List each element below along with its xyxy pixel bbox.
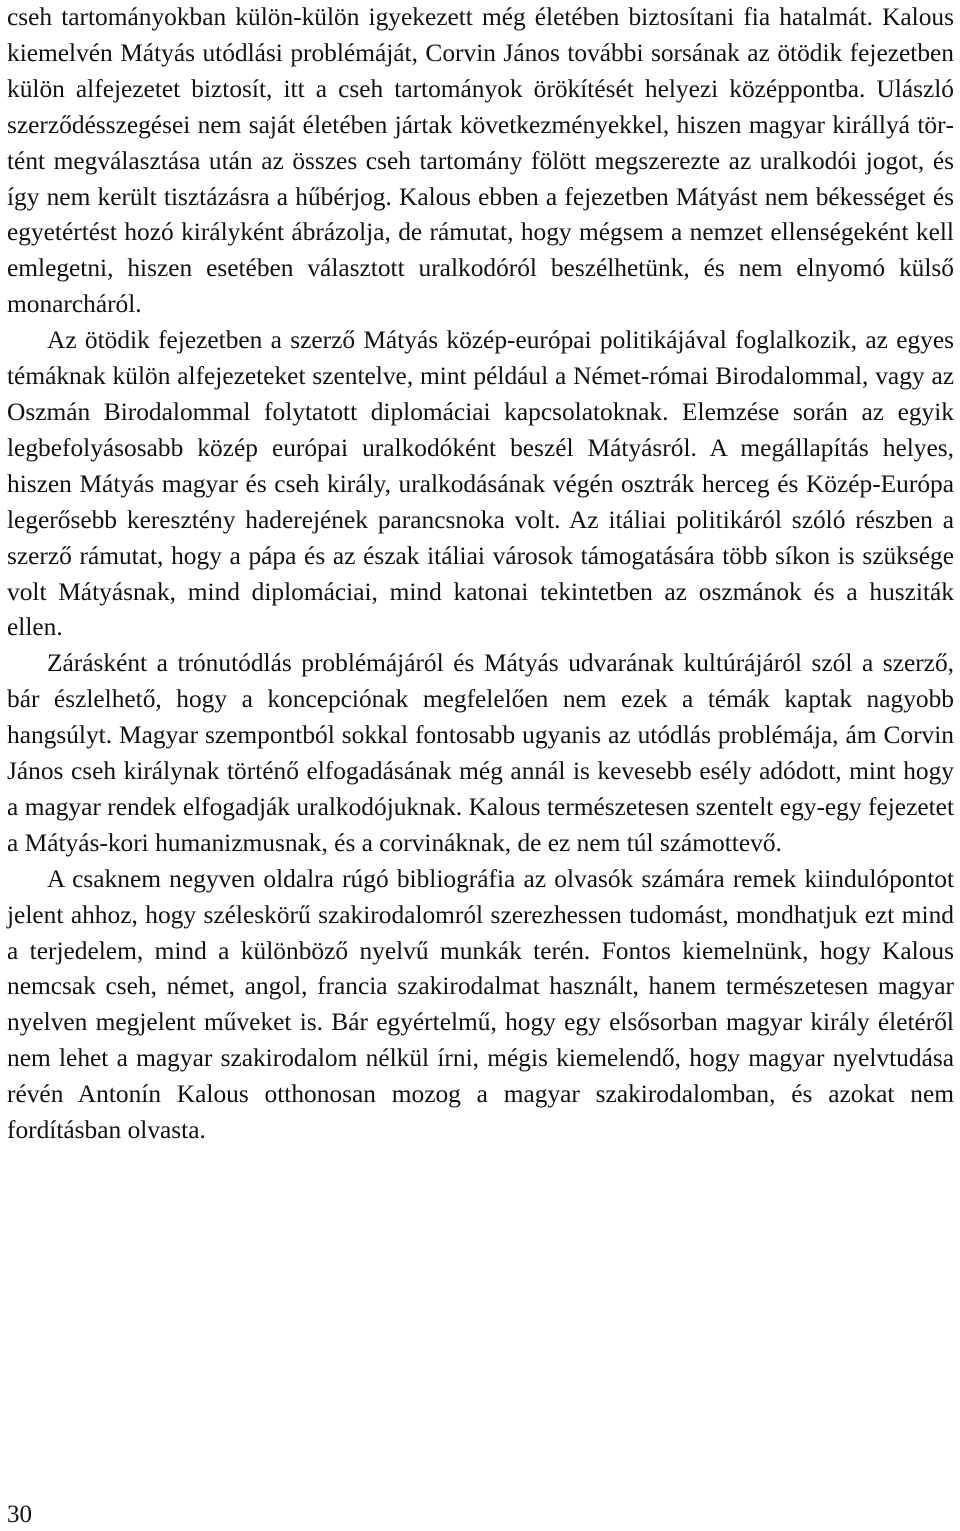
paragraph-continuation: cseh tartományokban külön-külön igyekezett még életében biztosítani fia hatalmát. Kalous kiemelvén Mátyás utódlási problémáját, Corvin János további sorsának az ötödik fejezetben külön alfejezetet biztosít, itt a cseh tartományok örökítését helyezi középpontba. Ulászló szerződésszegései nem saját életében jártak következményekkel, hiszen magyar királlyá történt megválasztása után az összes cseh tartomány fölött megszerezte az uralkodói jogot, és így nem került tisztázásra a hűbérjog. Kalous ebben a fejezetben Mátyást nem békességet és egyetértést hozó királyként ábrázolja, de rámutat, hogy mégsem a nemzet ellenségeként kell emlegetni, hiszen esetében választott uralkodóról beszélhetünk, és nem elnyomó külső monarcháról. <box>7 3 954 319</box>
book-review-page <box>7 0 954 1149</box>
page-number: 30 <box>7 1501 32 1528</box>
paragraph-bibliography: A csaknem negyven oldalra rúgó bibliográfia az olvasók számára remek kiindulópontot jelent ahhoz, hogy széleskörű szakirodalomról szerezhessen tudomást, mondhatjuk ezt mind a terjedelem, mind a különböző nyelvű munkák terén. Fontos kiemelnünk, hogy Kalous nemcsak cseh, német, angol, francia szakirodalmat használt, hanem természetesen magyar nyelven megjelent műveket is. Bár egyértelmű, hogy egy elsősorban magyar király életéről nem lehet a magyar szakirodalom nélkül írni, mégis kiemelendő, hogy magyar nyelvtudása révén Antonín Kalous otthonosan mozog a magyar szakirodalomban, és azokat nem fordításban olvasta. <box>7 864 954 1145</box>
paragraph-succession-and-culture: Zárásként a trónutódlás problémájáról és Mátyás udvarának kultúrájáról szól a szerző, bár észlelhető, hogy a koncepciónak megfelelően nem ezek a témák kaptak nagyobb hangsúlyt. Magyar szempontból sokkal fontosabb ugyanis az utódlás problémája, ám Corvin János cseh királynak történő elfogadásának még annál is kevesebb esély adódott, mint hogy a magyar rendek elfogadják uralkodójuknak. Kalous természetesen szentelt egy-egy fejezetet a Mátyás-kori humanizmusnak, és a corvináknak, de ez nem túl számottevő. <box>7 649 954 857</box>
paragraph-central-european-politics: Az ötödik fejezetben a szerző Mátyás közép-európai politikájával foglalkozik, az egyes témáknak külön alfejezeteket szentelve, mint például a Német-római Birodalommal, vagy az Oszmán Birodalommal folytatott diplomáciai kapcsolatoknak. Elemzése során az egyik legbefolyásosabb közép európai uralkodóként beszél Mátyásról. A megállapítás helyes, hiszen Mátyás magyar és cseh király, uralkodásának végén osztrák herceg és Közép-Európa legerősebb keresztény haderejének parancsnoka volt. Az itáliai politikáról szóló részben a szerző rámutat, hogy a pápa és az észak itáliai városok támogatására több síkon is szüksége volt Mátyásnak, mind diplomáciai, mind katonai tekintetben az oszmánok és a husziták ellen. <box>7 326 954 642</box>
